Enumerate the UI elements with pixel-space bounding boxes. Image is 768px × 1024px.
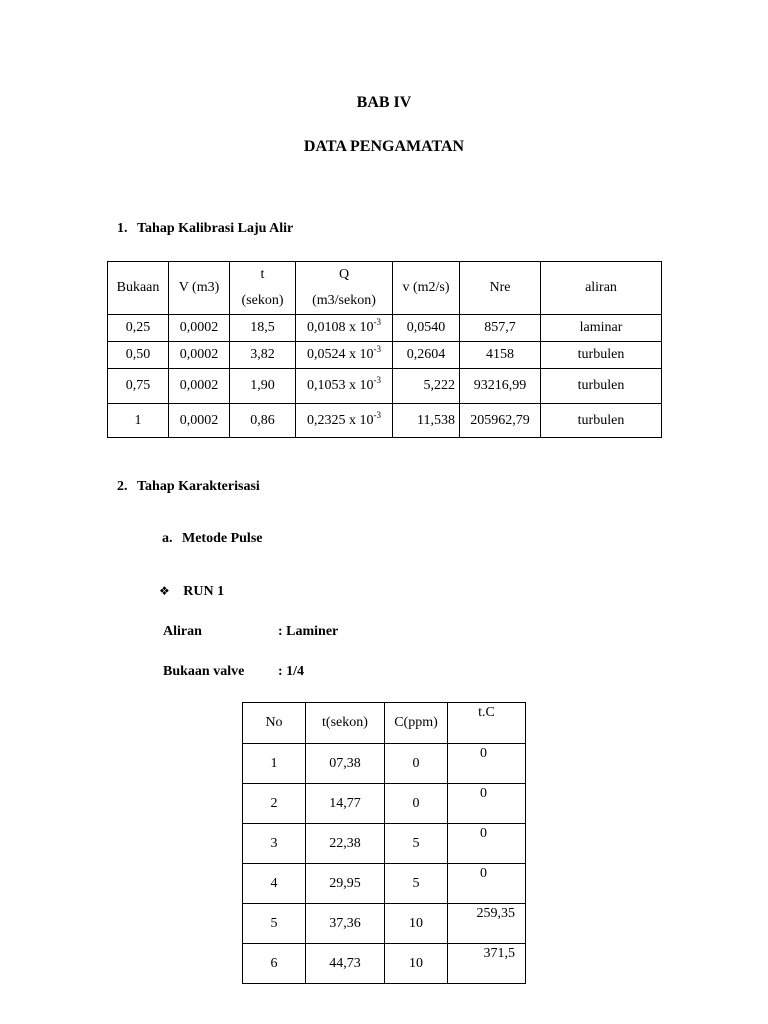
header-time — [230, 262, 296, 315]
header-flow-symbol: Q — [338, 267, 350, 282]
cell-viscosity: 11,538 — [393, 404, 460, 438]
section-2-number: 2. — [117, 479, 128, 494]
cell-c: 5 — [385, 824, 448, 864]
cell-nre: 857,7 — [460, 315, 541, 342]
cell-tc: 0 — [448, 824, 526, 864]
calibration-header-row — [108, 262, 662, 315]
cell-flow-value: 0,2325 x 10 — [307, 412, 374, 428]
cell-t: 07,38 — [306, 744, 385, 784]
cell-tc: 0 — [448, 784, 526, 824]
cell-flow-value: 0,0108 x 10 — [307, 320, 374, 335]
section-2-heading — [117, 479, 260, 495]
cell-aliran: turbulen — [541, 404, 662, 438]
table-row — [108, 315, 662, 342]
cell-tc: 371,5 — [448, 944, 526, 984]
table-row — [243, 864, 526, 904]
cell-tc: 0 — [448, 744, 526, 784]
cell-bukaan: 0,50 — [108, 342, 169, 369]
table-row — [243, 824, 526, 864]
section-1-number: 1. — [117, 221, 128, 236]
cell-flow-value: 0,1053 x 10 — [307, 378, 374, 393]
header-nre: Nre — [460, 262, 541, 315]
diamond-bullet-icon: ❖ — [159, 584, 170, 598]
subsection-a-heading — [162, 531, 262, 547]
header-time-symbol: t — [260, 267, 265, 282]
table-row — [243, 744, 526, 784]
table-row — [243, 944, 526, 984]
cell-viscosity: 0,2604 — [393, 342, 460, 369]
cell-time: 18,5 — [230, 315, 296, 342]
cell-flow-exponent: -3 — [373, 317, 381, 327]
cell-no: 6 — [243, 944, 306, 984]
subsection-a-label: Metode Pulse — [182, 531, 263, 546]
cell-aliran: turbulen — [541, 342, 662, 369]
cell-volume: 0,0002 — [169, 404, 230, 438]
chapter-heading: BAB IV — [356, 94, 412, 111]
cell-t: 44,73 — [306, 944, 385, 984]
cell-volume: 0,0002 — [169, 315, 230, 342]
run-label: RUN 1 — [183, 584, 225, 599]
table-row — [243, 784, 526, 824]
table-row — [108, 404, 662, 438]
cell-flow — [296, 315, 393, 342]
cell-c: 5 — [385, 864, 448, 904]
cell-c: 10 — [385, 904, 448, 944]
cell-flow-value: 0,0524 x 10 — [307, 347, 374, 362]
cell-no: 1 — [243, 744, 306, 784]
header-bukaan: Bukaan — [108, 262, 169, 315]
cell-viscosity: 0,0540 — [393, 315, 460, 342]
cell-c: 0 — [385, 744, 448, 784]
cell-flow — [296, 342, 393, 369]
cell-t: 22,38 — [306, 824, 385, 864]
cell-t: 14,77 — [306, 784, 385, 824]
cell-bukaan: 0,75 — [108, 369, 169, 404]
cell-tc: 0 — [448, 864, 526, 904]
section-1-heading — [117, 221, 293, 237]
cell-no: 2 — [243, 784, 306, 824]
cell-no: 5 — [243, 904, 306, 944]
cell-aliran: laminar — [541, 315, 662, 342]
pulse-header-row — [243, 703, 526, 744]
cell-time: 1,90 — [230, 369, 296, 404]
cell-no: 4 — [243, 864, 306, 904]
section-2-label: Tahap Karakterisasi — [137, 479, 260, 494]
cell-nre: 93216,99 — [460, 369, 541, 404]
cell-flow — [296, 369, 393, 404]
pulse-table — [242, 702, 526, 984]
table-row — [108, 369, 662, 404]
cell-c: 0 — [385, 784, 448, 824]
header-viscosity: v (m2/s) — [393, 262, 460, 315]
bukaan-valve-label: Bukaan valve — [163, 664, 245, 679]
header-t: t(sekon) — [306, 703, 385, 744]
header-volume: V (m3) — [169, 262, 230, 315]
header-flow-unit: (m3/sekon) — [312, 293, 376, 308]
cell-volume: 0,0002 — [169, 342, 230, 369]
cell-time: 3,82 — [230, 342, 296, 369]
cell-bukaan: 1 — [108, 404, 169, 438]
cell-t: 37,36 — [306, 904, 385, 944]
run-heading — [159, 584, 224, 600]
cell-time: 0,86 — [230, 404, 296, 438]
cell-nre: 205962,79 — [460, 404, 541, 438]
header-aliran: aliran — [541, 262, 662, 315]
page-title: DATA PENGAMATAN — [303, 138, 465, 155]
aliran-label: Aliran — [163, 624, 202, 639]
calibration-table — [107, 261, 662, 438]
bukaan-valve-value: : 1/4 — [278, 664, 305, 679]
aliran-value: : Laminer — [278, 624, 339, 639]
subsection-a-number: a. — [162, 531, 173, 546]
cell-no: 3 — [243, 824, 306, 864]
cell-c: 10 — [385, 944, 448, 984]
cell-flow-exponent: -3 — [373, 409, 381, 420]
cell-flow — [296, 404, 393, 438]
cell-volume: 0,0002 — [169, 369, 230, 404]
cell-viscosity: 5,222 — [393, 369, 460, 404]
section-1-label: Tahap Kalibrasi Laju Alir — [137, 221, 294, 236]
cell-nre: 4158 — [460, 342, 541, 369]
cell-flow-exponent: -3 — [373, 344, 381, 354]
header-time-unit: (sekon) — [241, 293, 284, 308]
cell-flow-exponent: -3 — [373, 375, 381, 385]
header-no: No — [243, 703, 306, 744]
table-row — [243, 904, 526, 944]
cell-aliran: turbulen — [541, 369, 662, 404]
table-row — [108, 342, 662, 369]
header-flow — [296, 262, 393, 315]
cell-bukaan: 0,25 — [108, 315, 169, 342]
cell-tc: 259,35 — [448, 904, 526, 944]
header-c: C(ppm) — [385, 703, 448, 744]
header-tc: t.C — [448, 703, 526, 744]
cell-t: 29,95 — [306, 864, 385, 904]
